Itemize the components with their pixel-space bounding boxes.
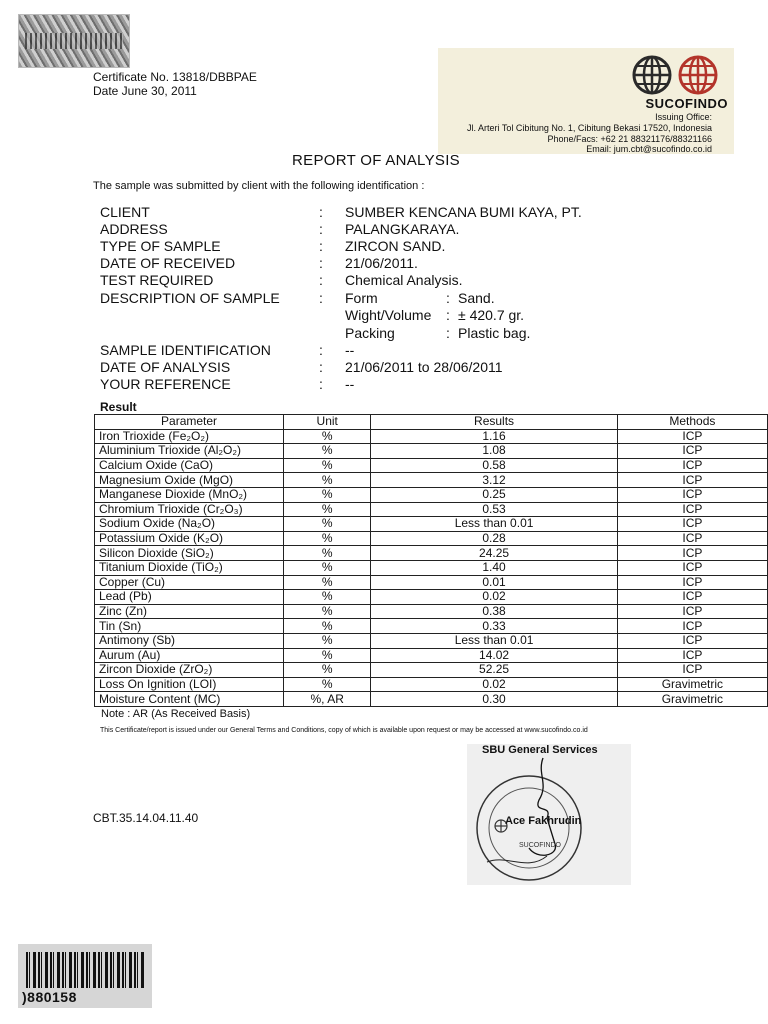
column-header: Results [371,415,617,430]
hologram-seal [18,14,130,68]
table-row [95,619,768,634]
method-cell: Gravimetric [617,692,767,707]
table-row [95,517,768,532]
result-cell: 0.33 [371,619,617,634]
sub-field-value: Sand. [458,290,495,306]
parameter-cell: Iron Trioxide (Fe₂O₂) [95,429,284,444]
table-row [95,546,768,561]
parameter-cell: Zinc (Zn) [95,604,284,619]
sub-field-label: Wight/Volume [345,307,432,323]
unit-cell: % [284,604,371,619]
field-separator: : [319,272,323,288]
parameter-cell: Titanium Dioxide (TiO₂) [95,560,284,575]
field-separator: : [319,238,323,254]
unit-cell: % [284,502,371,517]
table-row [95,633,768,648]
method-cell: Gravimetric [617,677,767,692]
results-table [94,414,768,707]
method-cell: ICP [617,502,767,517]
result-cell: 3.12 [371,473,617,488]
result-heading: Result [100,400,137,414]
result-cell: 1.40 [371,560,617,575]
field-separator: : [319,204,323,220]
result-cell: 0.02 [371,590,617,605]
method-cell: ICP [617,575,767,590]
result-cell: 24.25 [371,546,617,561]
issuing-office-address: Jl. Arteri Tol Cibitung No. 1, Cibitung Bekasi 17520, Indonesia [467,123,712,133]
result-cell: 0.58 [371,458,617,473]
field-value: Chemical Analysis. [345,272,463,288]
result-cell: 0.01 [371,575,617,590]
result-cell: 14.02 [371,648,617,663]
sucofindo-globe-logo [632,54,728,96]
result-cell: 52.25 [371,663,617,678]
parameter-cell: Calcium Oxide (CaO) [95,458,284,473]
result-cell: Less than 0.01 [371,517,617,532]
sub-field-separator: : [446,307,450,323]
unit-cell: % [284,517,371,532]
method-cell: ICP [617,531,767,546]
method-cell: ICP [617,473,767,488]
field-label: TYPE OF SAMPLE [100,238,221,254]
table-row [95,560,768,575]
field-value: PALANGKARAYA. [345,221,460,237]
table-row [95,692,768,707]
method-cell: ICP [617,517,767,532]
brand-name: SUCOFINDO [645,96,728,111]
parameter-cell: Lead (Pb) [95,590,284,605]
unit-cell: % [284,531,371,546]
barcode-bars-icon [26,952,144,988]
column-header: Unit [284,415,371,430]
sub-field-label: Packing [345,325,395,341]
unit-cell: % [284,560,371,575]
unit-cell: % [284,575,371,590]
field-label: SAMPLE IDENTIFICATION [100,342,271,358]
unit-cell: % [284,473,371,488]
field-separator: : [319,255,323,271]
field-value: -- [345,342,355,358]
field-separator: : [319,342,323,358]
parameter-cell: Aurum (Au) [95,648,284,663]
stamp-title: SBU General Services [482,744,598,756]
unit-cell: % [284,444,371,459]
unit-cell: % [284,487,371,502]
column-header: Methods [617,415,767,430]
field-separator: : [319,290,323,306]
signature-stamp [467,744,631,885]
certificate-number: Certificate No. 13818/DBBPAE [93,70,257,84]
signatory-name: Ace Fakhrudin [505,815,582,827]
unit-cell: % [284,663,371,678]
method-cell: ICP [617,560,767,575]
unit-cell: % [284,677,371,692]
table-row [95,604,768,619]
parameter-cell: Aluminium Trioxide (Al₂O₂) [95,444,284,459]
parameter-cell: Magnesium Oxide (MgO) [95,473,284,488]
method-cell: ICP [617,444,767,459]
method-cell: ICP [617,546,767,561]
table-row [95,502,768,517]
unit-cell: %, AR [284,692,371,707]
table-row [95,429,768,444]
field-label: CLIENT [100,204,150,220]
table-row [95,473,768,488]
field-label: ADDRESS [100,221,168,237]
table-row [95,444,768,459]
method-cell: ICP [617,663,767,678]
field-value: 21/06/2011. [345,255,418,271]
parameter-cell: Sodium Oxide (Na₂O) [95,517,284,532]
field-label: DATE OF ANALYSIS [100,359,231,375]
parameter-cell: Chromium Trioxide (Cr₂O₃) [95,502,284,517]
parameter-cell: Tin (Sn) [95,619,284,634]
parameter-cell: Antimony (Sb) [95,633,284,648]
sub-field-value: Plastic bag. [458,325,531,341]
method-cell: ICP [617,590,767,605]
table-row [95,677,768,692]
issuing-office-phone: Phone/Facs: +62 21 88321176/88321166 [547,134,712,144]
method-cell: ICP [617,648,767,663]
sub-field-value: ± 420.7 gr. [458,307,525,323]
result-cell: 0.38 [371,604,617,619]
sub-field-label: Form [345,290,378,306]
field-label: DATE OF RECEIVED [100,255,236,271]
result-cell: 0.28 [371,531,617,546]
parameter-cell: Manganese Dioxide (MnO₂) [95,487,284,502]
intro-text: The sample was submitted by client with the following identification : [93,180,425,192]
barcode-number: )880158 [22,989,77,1005]
table-row [95,663,768,678]
table-row [95,487,768,502]
barcode [18,944,152,1008]
unit-cell: % [284,633,371,648]
unit-cell: % [284,429,371,444]
field-label: TEST REQUIRED [100,272,214,288]
method-cell: ICP [617,458,767,473]
result-cell: 1.08 [371,444,617,459]
certificate-code: CBT.35.14.04.11.40 [93,811,199,825]
field-separator: : [319,359,323,375]
letterhead [438,48,734,154]
parameter-cell: Silicon Dioxide (SiO₂) [95,546,284,561]
table-header-row [95,415,768,430]
table-row [95,531,768,546]
stamp-seal-text: SUCOFINDO [519,842,561,849]
unit-cell: % [284,648,371,663]
issuing-office-label: Issuing Office: [655,112,712,122]
issuing-office-email: Email: jum.cbt@sucofindo.co.id [586,144,712,154]
field-value: SUMBER KENCANA BUMI KAYA, PT. [345,204,582,220]
parameter-cell: Zircon Dioxide (ZrO₂) [95,663,284,678]
certificate-date: Date June 30, 2011 [93,84,197,98]
sub-field-separator: : [446,290,450,306]
result-cell: 0.53 [371,502,617,517]
method-cell: ICP [617,619,767,634]
parameter-cell: Copper (Cu) [95,575,284,590]
table-row [95,590,768,605]
result-cell: 0.30 [371,692,617,707]
field-value: -- [345,376,355,392]
unit-cell: % [284,546,371,561]
result-cell: 0.02 [371,677,617,692]
table-row [95,648,768,663]
result-cell: 0.25 [371,487,617,502]
result-cell: 1.16 [371,429,617,444]
column-header: Parameter [95,415,284,430]
unit-cell: % [284,619,371,634]
parameter-cell: Loss On Ignition (LOI) [95,677,284,692]
table-row [95,575,768,590]
result-cell: Less than 0.01 [371,633,617,648]
field-label: YOUR REFERENCE [100,376,231,392]
unit-cell: % [284,590,371,605]
note-text: Note : AR (As Received Basis) [101,708,251,720]
method-cell: ICP [617,429,767,444]
field-value: ZIRCON SAND. [345,238,446,254]
method-cell: ICP [617,633,767,648]
parameter-cell: Potassium Oxide (K₂O) [95,531,284,546]
table-row [95,458,768,473]
parameter-cell: Moisture Content (MC) [95,692,284,707]
field-label: DESCRIPTION OF SAMPLE [100,290,280,306]
unit-cell: % [284,458,371,473]
field-separator: : [319,221,323,237]
sub-field-separator: : [446,325,450,341]
terms-text: This Certificate/report is issued under our General Terms and Conditions, copy of which is available upon request or may be accessed at www.sucofindo.co.id [100,727,588,734]
method-cell: ICP [617,604,767,619]
field-value: 21/06/2011 to 28/06/2011 [345,359,503,375]
field-separator: : [319,376,323,392]
method-cell: ICP [617,487,767,502]
report-title: REPORT OF ANALYSIS [292,152,460,169]
